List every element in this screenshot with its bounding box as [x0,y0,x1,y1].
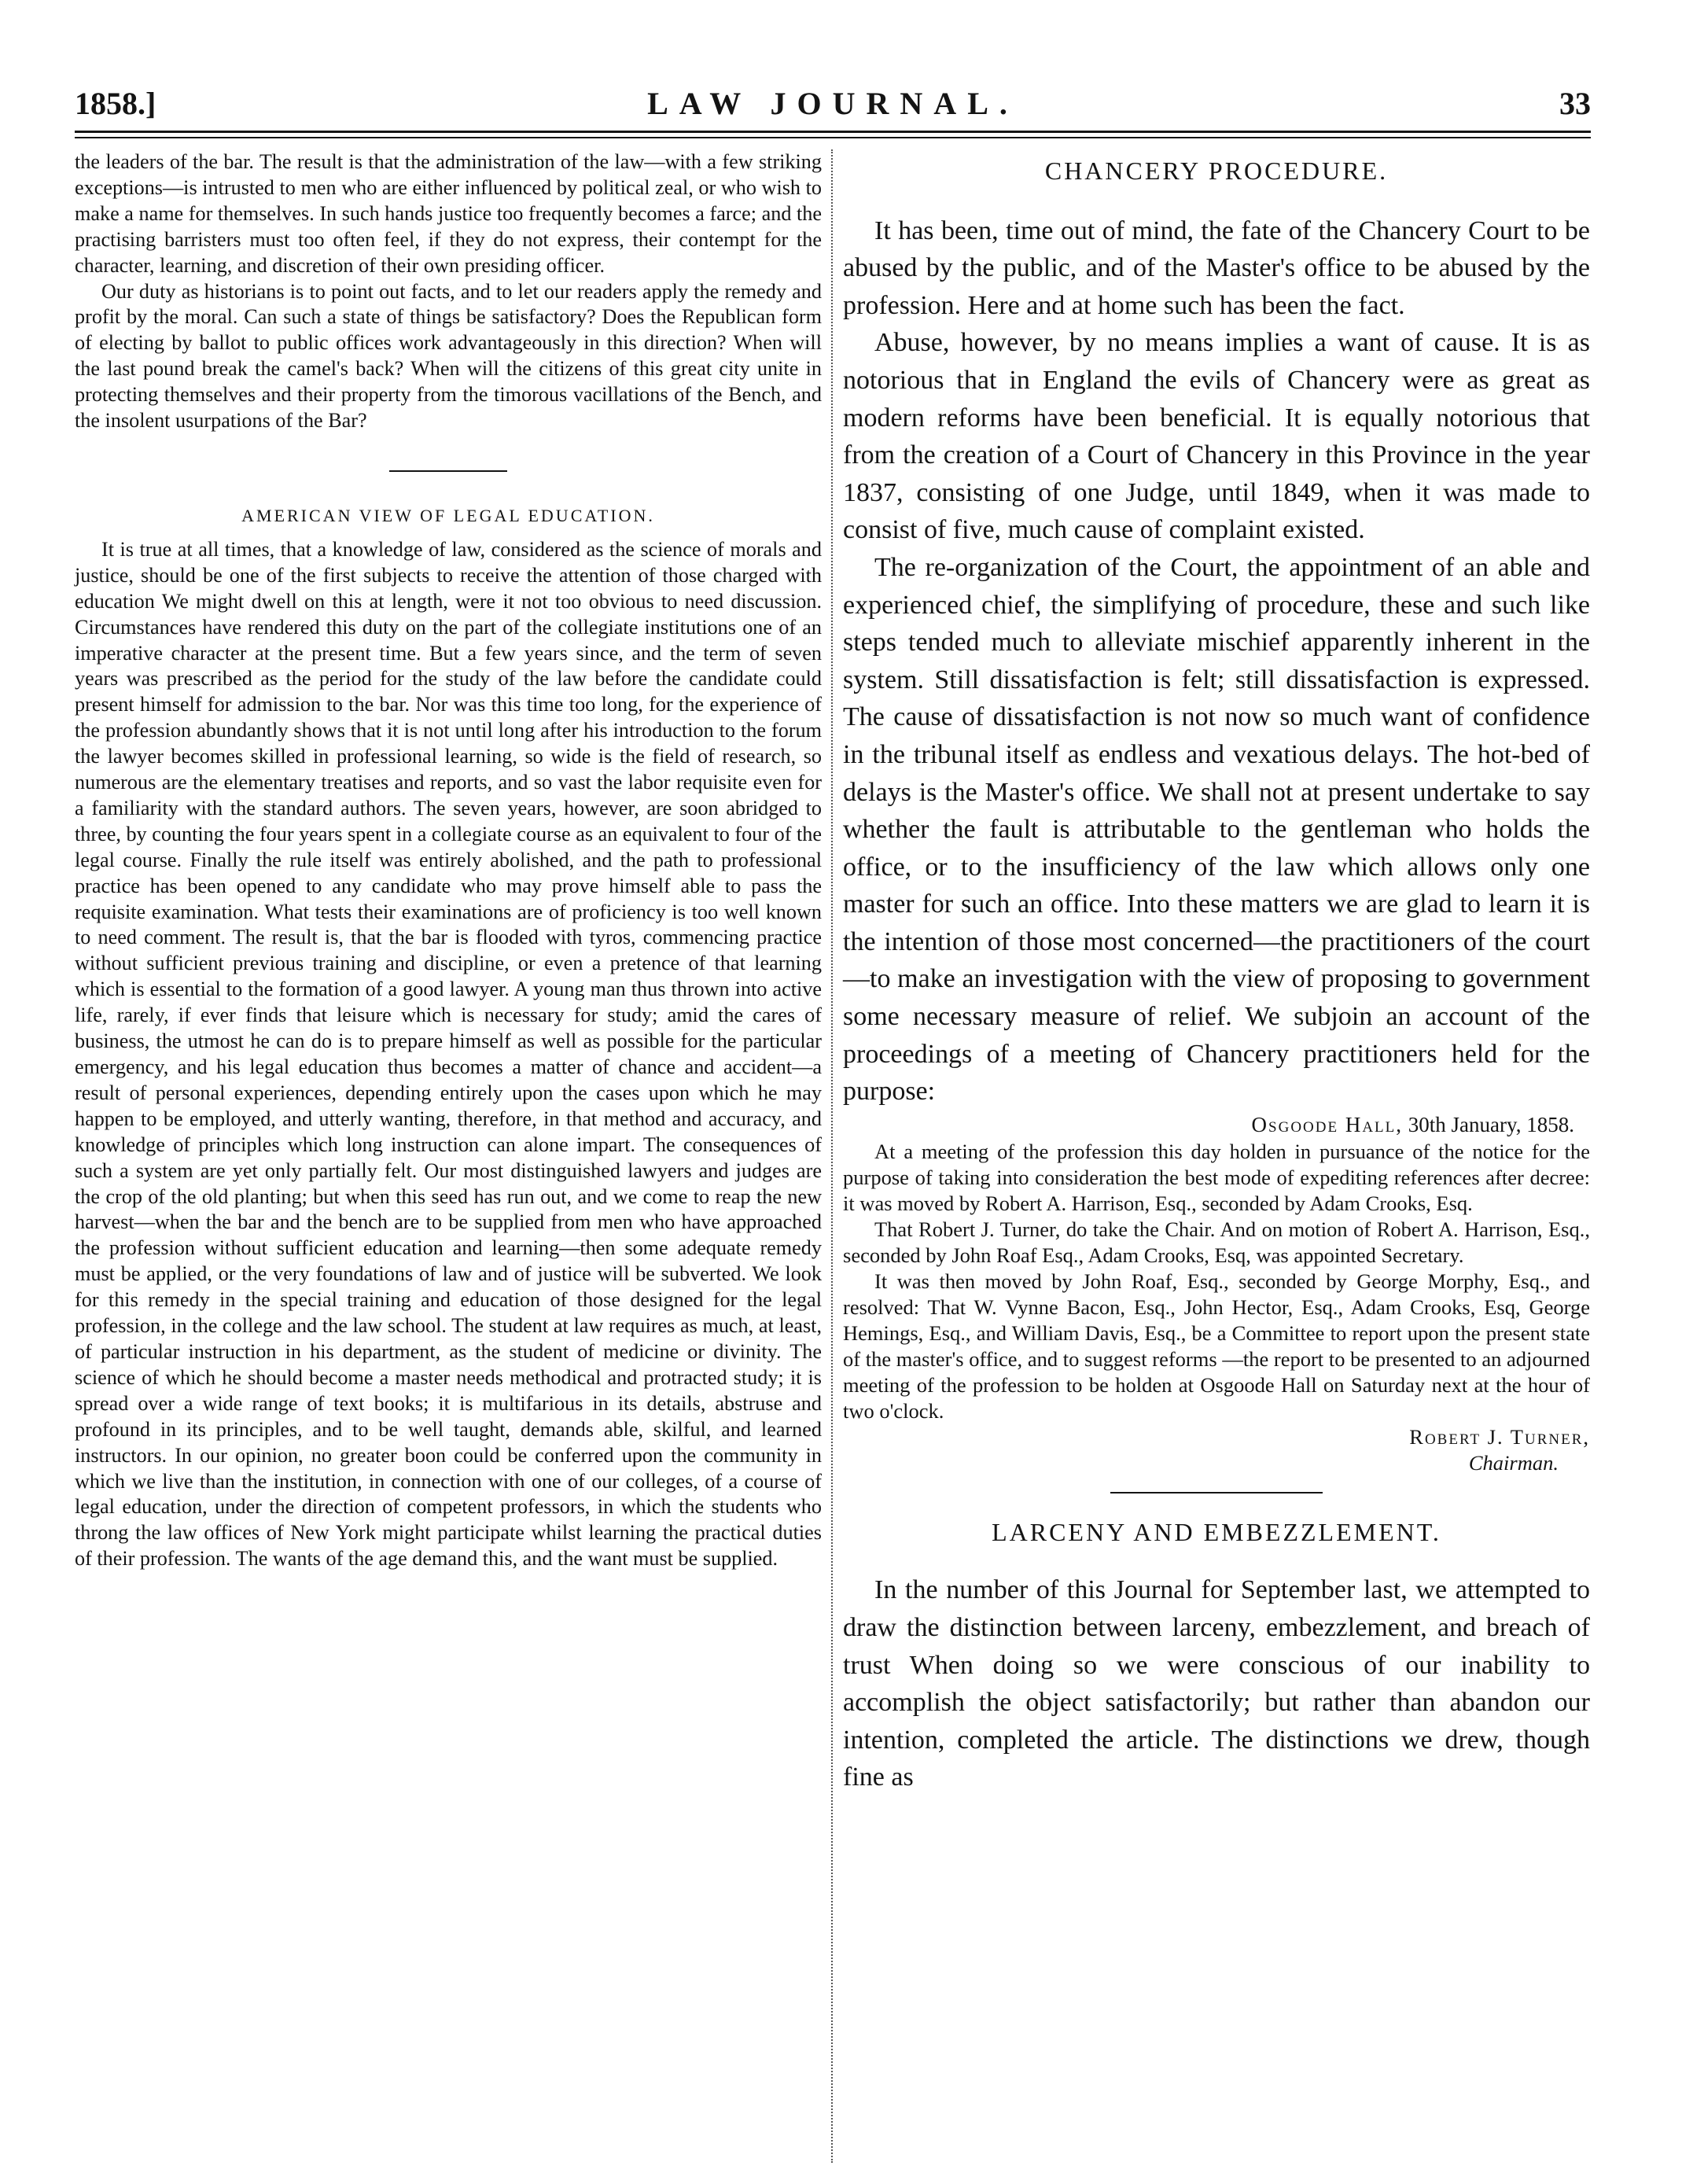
header-rule [75,131,1591,133]
paragraph: Our duty as historians is to point out facts, and to let our readers apply the remedy and profit by the moral. Can such a state of things be satisfactory? Does the Republican form of electing by ballot to public offices work advantageously in this direction? When will the last pound break the camel's back? When will the citizens of this great city unite in protecting themselves and their property from the timorous vacillations of the Bench, and the insolent usurpations of the Bar? [75,279,822,433]
page-header [75,85,1591,132]
page-number: 33 [1559,86,1591,121]
dateline-place: Osgoode Hall, [1251,1112,1404,1136]
column-divider [831,149,833,2163]
paragraph: In the number of this Journal for September last, we attempted to draw the distinction between larceny, embezzlement, and breach of trust When doing so we were conscious of our inability to accomplish the object satisfactorily; but rather than abandon our intention, completed the article. The distinctions we drew, though fine as [843,1575,1590,1792]
paragraph: At a meeting of the profession this day holden in pursuance of the notice for the purpose of taking into consideration the best mode of expediting references after decree: it was moved by Robert A. Harrison, Esq., seconded by Adam Crooks, Esq. [843,1139,1590,1215]
header-year: 1858.] [75,86,156,121]
dateline-date: 30th January, 1858. [1408,1112,1574,1136]
paragraph: That Robert J. Turner, do take the Chair. And on motion of Robert A. Harrison, Esq., seconded by John Roaf Esq., Adam Crooks, Esq, was appointed Secretary. [843,1217,1590,1267]
section-title-chancery: CHANCERY PROCEDURE. [1044,157,1389,185]
section-title-larceny: LARCENY AND EMBEZZLEMENT. [992,1517,1441,1546]
left-column [75,149,822,2163]
header-rule-thin [75,137,1591,138]
paragraph: It was then moved by John Roaf, Esq., seconded by George Morphy, Esq., and resolved: That W. Vynne Bacon, Esq., John Hector, Esq., Adam Crooks, Esq, George Hemings, Esq., and William Davis, Esq., be a Committee to report upon the present state of the master's office, and to suggest reforms —the report to be presented to an adjourned meeting of the profession to be holden at Osgoode Hall on Saturday next at the hour of two o'clock. [843,1269,1590,1423]
paragraph: Abuse, however, by no means implies a want of cause. It is as notorious that in England the evils of Chancery were as great as modern reforms have been beneficial. It is equally notorious that from the creation of a Court of Chancery in this Province in the year 1837, consisting of one Judge, until 1849, when it was made to consist of five, much cause of complaint existed. [843,328,1590,545]
section-title-legal-education: AMERICAN VIEW OF LEGAL EDUCATION. [241,505,655,525]
section-divider [389,470,507,472]
paragraph: It has been, time out of mind, the fate of the Chancery Court to be abused by the public, and of the Master's office to be abused by the profession. Here and at home such has been the fact. [843,215,1590,320]
section-divider [1110,1492,1323,1493]
paragraph: The re-organization of the Court, the appointment of an able and experienced chief, the simplifying of procedure, these and such like steps tended much to alleviate mischief apparently inherent in the system. Still dissatisfaction is felt; still dissatisfaction is expressed. The cause of dissatisfaction is not now so much want of confidence in the tribunal itself as endless and vexatious delays. The hot-bed of delays is the Master's office. We shall not at present undertake to say whether the fault is attributable to the gentleman who holds the office, or to the insufficiency of the law which allows only one master for such an office. Into these matters we are glad to learn it is the intention of those most concerned—the practitioners of the court—to make an investigation with the view of proposing to government some necessary measure of relief. We subjoin an account of the proceedings of a meeting of Chancery practitioners held for the purpose: [843,552,1590,1107]
article-continuation: the leaders of the bar. The result is that the administration of the law—with a few striking exceptions—is intrusted to men who are either influenced by political zeal, or who wish to make a name for themselves. In such hands justice too frequently becomes a farce; and the practising barristers must too often feel, if they do not express, their contempt for the character, learning, and discretion of their own presiding officer. [75,150,822,277]
signature [843,1424,1590,1476]
dateline [843,1110,1590,1139]
signature-name: Robert J. Turner, [1409,1424,1590,1449]
right-column [843,149,1590,2163]
signature-title: Chairman. [1468,1450,1559,1475]
paragraph: It is true at all times, that a knowledge of law, considered as the science of morals and justice, should be one of the first subjects to receive the attention of those charged with education We might dwell on this at length, were it not too obvious to need discussion. Circumstances have rendered this duty on the part of the collegiate institutions one of an imperative character at the present time. But a few years since, and the term of seven years was prescribed as the period for the study of the law before the candidate could present himself for admission to the bar. Nor was this time too long, for the experience of the profession abundantly shows that it is not until long after his introduction to the forum the lawyer becomes skilled in professional learning, so wide is the field of research, so numerous are the elementary treatises and reports, and so vast the labor requisite even for a familiarity with the standard authors. The seven years, however, are soon abridged to three, by counting the four years spent in a collegiate course as an equivalent to four of the legal course. Finally the rule itself was entirely abolished, and the path to professional practice has been opened to any candidate who may prove himself able to pass the requisite examination. What tests their examinations are of proficiency is too well known to need comment. The result is, that the bar is flooded with tyros, commencing practice without sufficient previous training and discipline, or even a pretence of that learning which is essential to the formation of a good lawyer. A young man thus thrown into active life, rarely, if ever finds that leisure which is necessary for study; amid the cares of business, the utmost he can do is to prepare himself as well as possible for the particular emergency, and his legal education thus becomes a matter of chance and accident—a result of personal experiences, depending entirely upon the cases upon which he may happen to be employed, and utterly wanting, therefore, in that method and accuracy, and knowledge of principles which long instruction can alone impart. The consequences of such a system are yet only partially felt. Our most distinguished lawyers and judges are the crop of the old planting; but when this seed has run out, and we come to reap the new harvest—when the bar and the bench are to be supplied from men who have approached the profession without sufficient education and learning—then some adequate remedy must be applied, or the very foundations of law and of justice will be subverted. We look for this remedy in the special training and education of those designed for the legal profession, in the college and the law school. The student at law requires as much, at least, of particular instruction in his department, as the student of medicine or divinity. The science of which he should become a master needs methodical and protracted study; it is spread over a wide range of text books; it is multifarious in its details, abstruse and profound in its principles, and to be well taught, demands able, skilful, and learned instructors. In our opinion, no greater boon could be conferred upon the community in which we live than the institution, in connection with one of our colleges, of a course of legal education, under the direction of competent professors, in which the students who throng the law offices of New York might participate whilst learning the practical duties of their profession. The wants of the age demand this, and the want must be supplied. [75,537,822,1571]
journal-title: LAW JOURNAL. [647,86,1018,121]
